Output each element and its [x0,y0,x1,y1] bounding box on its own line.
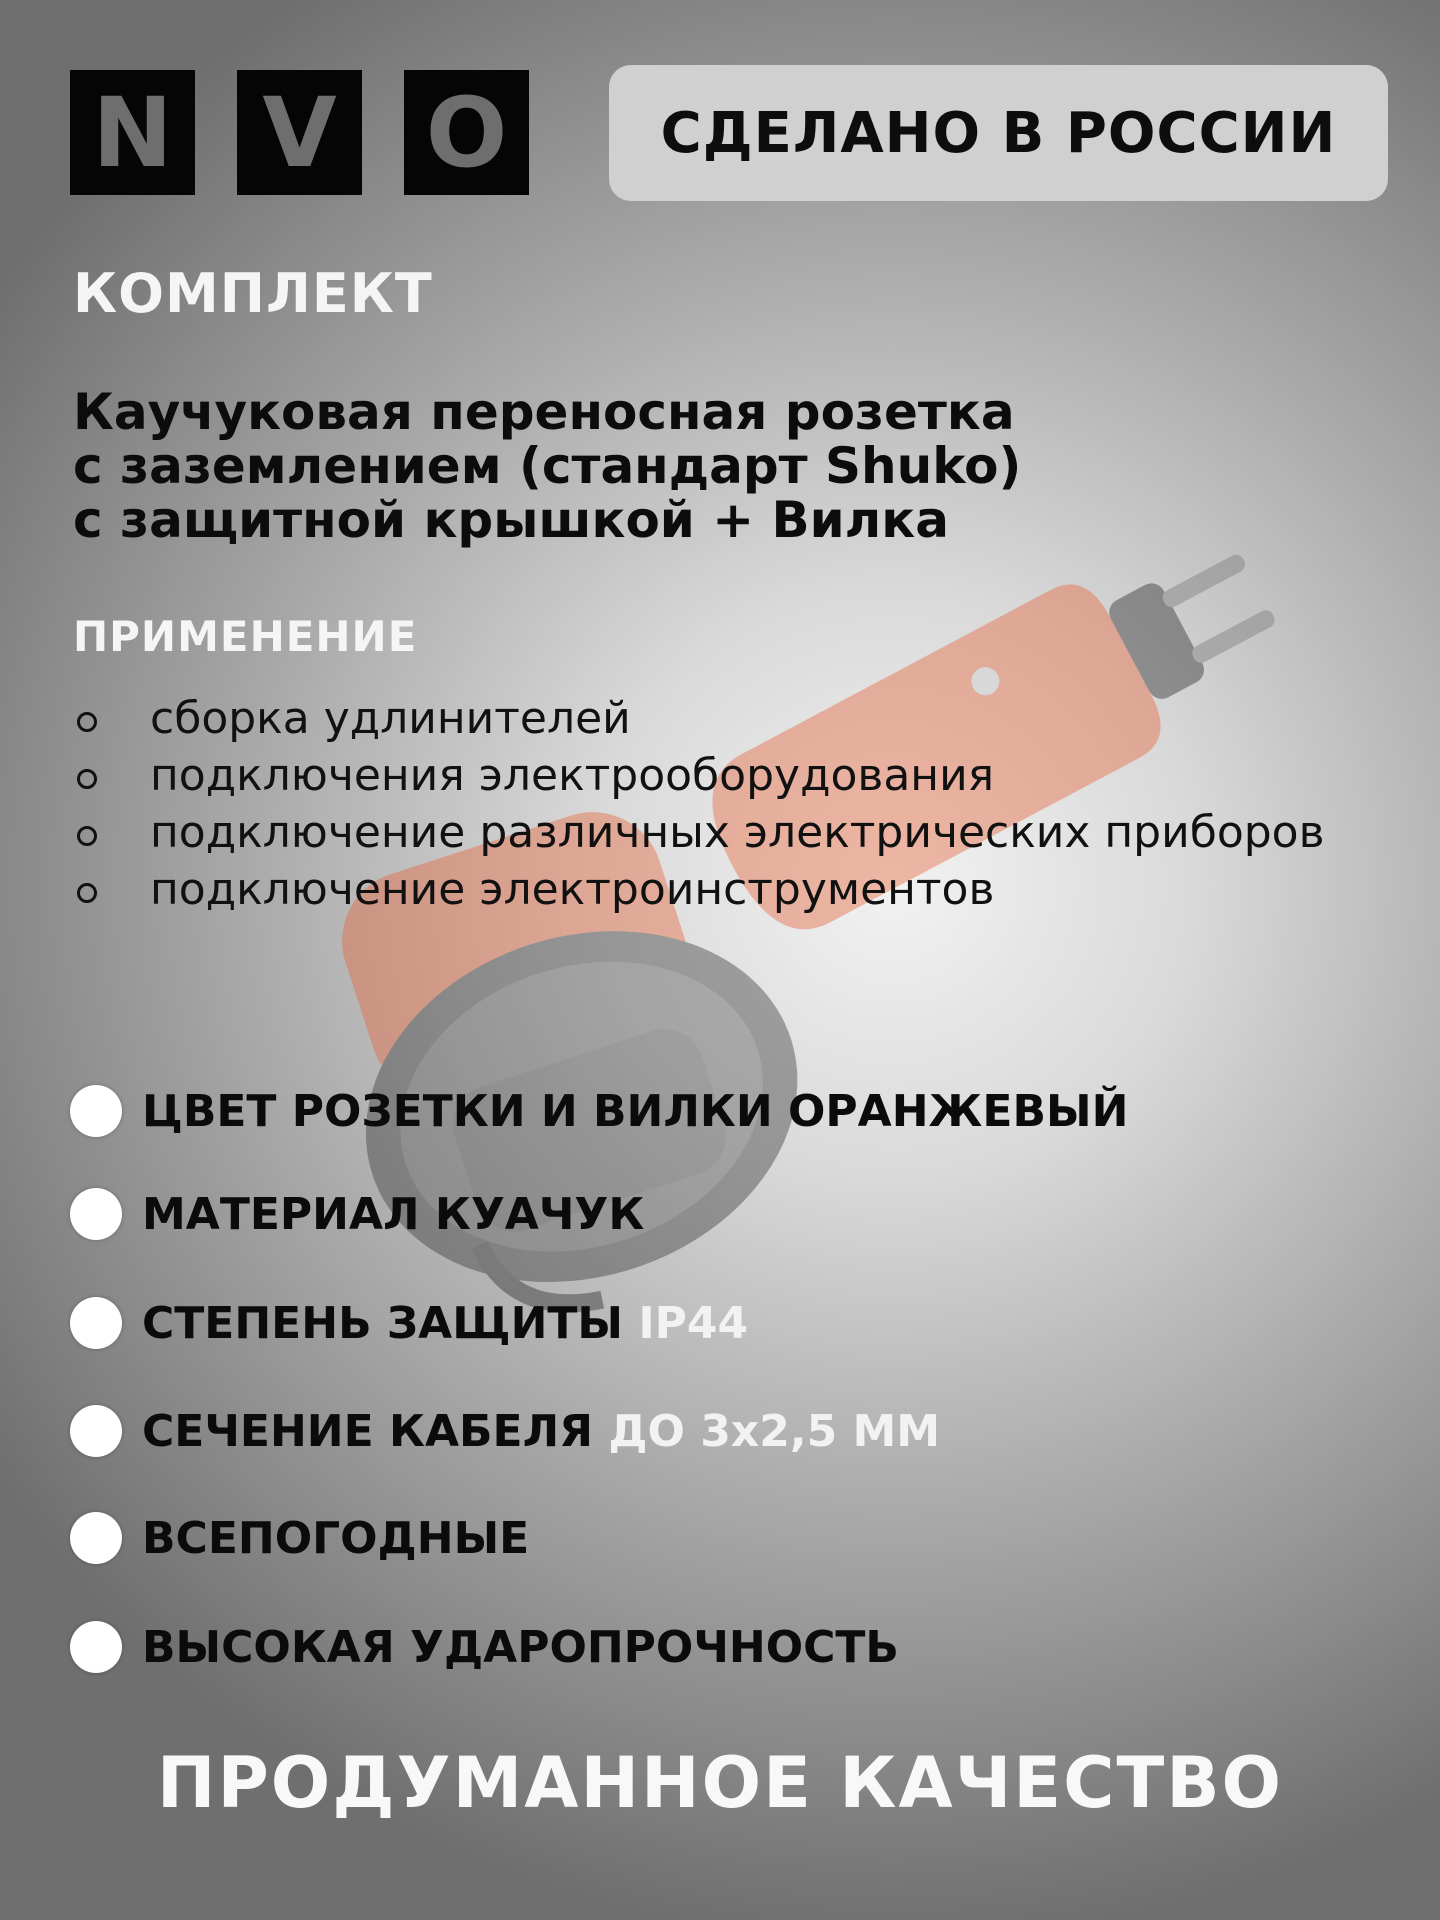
application-item-text: подключение электроинструментов [150,864,995,915]
set-line: с заземлением (стандарт Shuko) [73,437,1022,495]
quality-slogan: ПРОДУМАННОЕ КАЧЕСТВО [156,1742,1284,1824]
logo-box-n [70,70,195,195]
set-title: КОМПЛЕКТ [73,262,433,325]
feature-item [70,1619,899,1675]
set-line: Каучуковая переносная розетка [73,383,1015,441]
feature-item [70,1083,1128,1139]
feature-item [70,1510,529,1566]
logo-letter-n: N [92,76,173,189]
set-line: с защитной крышкой + Вилка [73,491,949,549]
feature-label: СЕЧЕНИЕ КАБЕЛЯ ДО 3х2,5 ММ [142,1405,941,1457]
feature-label: СТЕПЕНЬ ЗАЩИТЫ IP44 [142,1297,749,1349]
application-item [73,861,1373,918]
feature-item [70,1295,748,1351]
feature-label: ВСЕПОГОДНЫЕ [142,1512,530,1564]
white-dot-icon [70,1188,122,1240]
made-in-russia-text: СДЕЛАНО В РОССИИ [660,100,1337,166]
logo-letter-o: O [425,76,508,189]
white-dot-icon [70,1085,122,1137]
white-dot-icon [70,1405,122,1457]
feature-label: ВЫСОКАЯ УДАРОПРОЧНОСТЬ [142,1621,899,1673]
circle-bullet-icon [77,712,97,732]
application-title: ПРИМЕНЕНИЕ [73,612,418,661]
white-dot-icon [70,1621,122,1673]
logo-box-o [404,70,529,195]
logo-box-v [237,70,362,195]
white-dot-icon [70,1297,122,1349]
feature-item [70,1403,940,1459]
circle-bullet-icon [77,883,97,903]
application-item-text: подключение различных электрических приборов [150,807,1325,858]
circle-bullet-icon [77,826,97,846]
feature-label: МАТЕРИАЛ КУАЧУК [142,1188,645,1240]
application-item [73,804,1373,861]
made-in-russia-badge [609,65,1388,201]
application-item [73,747,1373,804]
brand-logo [70,70,529,195]
logo-letter-v: V [262,76,337,189]
feature-value: IP44 [638,1297,749,1349]
application-list [73,690,1373,918]
set-description [73,385,1373,547]
application-item [73,690,1373,747]
feature-item [70,1186,644,1242]
application-item-text: сборка удлинителей [150,693,631,744]
white-dot-icon [70,1512,122,1564]
application-item-text: подключения электрооборудования [150,750,995,801]
circle-bullet-icon [77,769,97,789]
feature-value: ДО 3х2,5 ММ [608,1405,941,1457]
feature-label: ЦВЕТ РОЗЕТКИ И ВИЛКИ ОРАНЖЕВЫЙ [142,1085,1129,1137]
